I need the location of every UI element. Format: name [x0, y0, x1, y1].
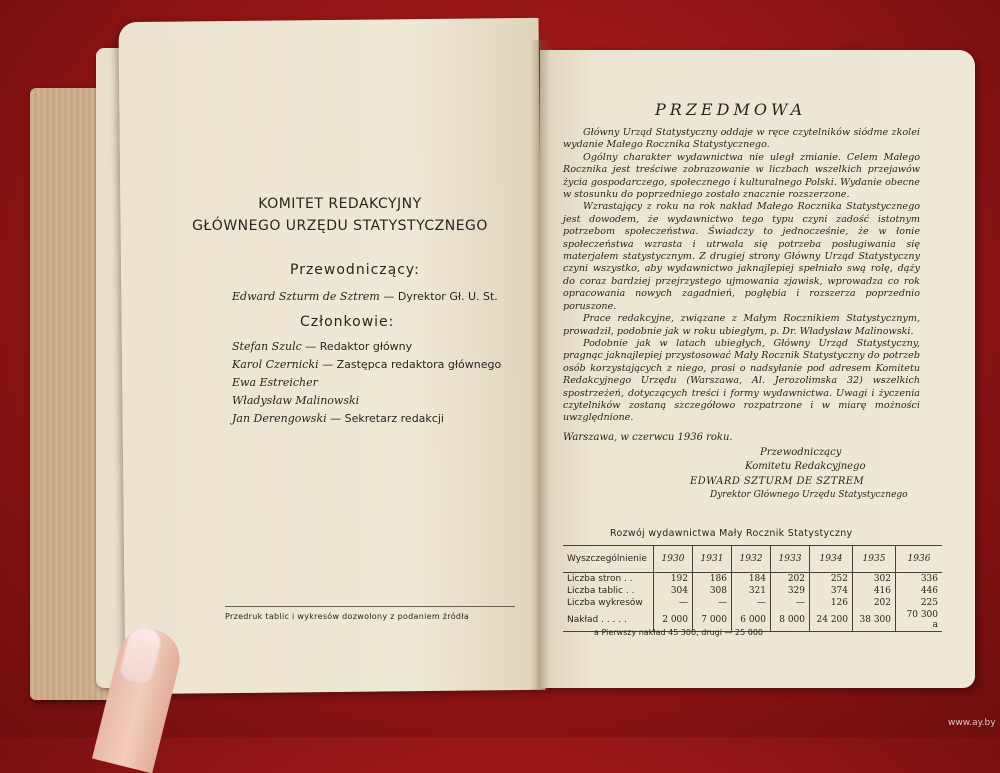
preface-paragraph: Prace redakcyjne, związane z Małym Rocznikiem Statystycznym, prowadził, podobnie jak w roku ubiegłym, p. Dr. Władysław Malinowski. — [563, 313, 920, 337]
row-label: Liczba wykresów — [567, 598, 643, 608]
year-header: 1933 — [771, 546, 810, 573]
table-cell: 202 — [853, 597, 896, 609]
members-heading: Członkowie: — [300, 314, 395, 330]
signature-role: Dyrektor Głównego Urzędu Statystycznego — [710, 490, 908, 500]
row-label: Nakład . . . . . — [563, 609, 654, 632]
preface-body — [563, 127, 920, 425]
table-cell: 2 000 — [654, 609, 693, 632]
member-name: Karol Czernicki — [232, 358, 319, 371]
date-line: Warszawa, w czerwcu 1936 roku. — [563, 432, 733, 443]
signature-line1: Przewodniczący — [760, 447, 842, 458]
table-row — [563, 573, 942, 586]
table-cell: 126 — [810, 597, 853, 609]
table-cell: — — [654, 597, 693, 609]
book-gutter — [530, 40, 550, 690]
table-cell: 24 200 — [810, 609, 853, 632]
table-cell: 329 — [771, 585, 810, 597]
table-title: Rozwój wydawnictwa Mały Rocznik Statystyczny — [610, 528, 853, 539]
table-cell: 186 — [693, 573, 732, 586]
member-role: — Zastępca redaktora głównego — [318, 358, 502, 371]
table-cell: 38 300 — [853, 609, 896, 632]
preface-title: PRZEDMOWA — [655, 100, 807, 119]
year-header: 1935 — [853, 546, 896, 573]
table-header-row — [563, 546, 942, 573]
table-cell: 446 — [896, 585, 943, 597]
left-page — [118, 18, 545, 694]
year-header: 1936 — [896, 546, 943, 573]
table-cell: 374 — [810, 585, 853, 597]
chair-role: — Dyrektor Gł. U. St. — [379, 290, 498, 303]
year-header: 1932 — [732, 546, 771, 573]
preface-paragraph: Główny Urząd Statystyczny oddaje w ręce czytelników siódme zkolei wydanie Małego Rocznika Statystycznego. — [563, 127, 920, 151]
preface-paragraph: Podobnie jak w latach ubiegłych, Główny Urząd Statystyczny, pragnąc jaknajlepiej przystosować Mały Rocznik Statystyczny do potrzeb osób korzystających z niego, prosi o nadsyłanie pod adresem Komitetu Redakcyjnego Urzędu (Warszawa, Al. Jerozolimska 32) wszelkich spostrzeżeń, dotyczących treści i formy wydawnictwa. Uwagi i życzenia czytelników zostaną szczegółowo rozpatrzone i w miarę możności uwzględnione. — [563, 337, 920, 424]
reprint-notice: Przedruk tablic i wykresów dozwolony z podaniem źródła — [225, 612, 470, 621]
member-role: — Sekretarz redakcji — [326, 412, 444, 425]
table-cell: — — [693, 597, 732, 609]
committee-title — [160, 193, 520, 237]
table-cell: 308 — [693, 585, 732, 597]
table-cell: 321 — [732, 585, 771, 597]
table-cell: 416 — [853, 585, 896, 597]
member-name: Ewa Estreicher — [232, 376, 318, 389]
row-label: Liczba tablic . . — [567, 586, 635, 596]
member-item — [232, 376, 318, 389]
preface-paragraph: Wzrastający z roku na rok nakład Małego Rocznika Statystycznego jest dowodem, że wydawnictwo tego typu czyni zadość istotnym potrzebom społeczeństwa. Świadczy to jednocześnie, że w łonie społeczeństwa wzrasta i utrwala się potrzeba posługiwania się materjałem statystycznym. Z drugiej strony Główny Urząd Statystyczny czyni wszystko, aby wydawnictwo jaknajlepiej spełniało swą rolę, dąży do coraz bardziej przejrzystego ujmowania zjawisk, wprowadza co rok opracowania nowych zagadnień, pogłębia i rozszerza poprzednio poruszone. — [563, 201, 920, 312]
row-label: Liczba stron . . — [567, 574, 633, 584]
table-row — [563, 585, 942, 597]
member-item — [232, 340, 412, 353]
table-cell: 192 — [654, 573, 693, 586]
table-cell: — — [732, 597, 771, 609]
year-header: 1931 — [693, 546, 732, 573]
committee-title-line1: KOMITET REDAKCYJNY — [258, 196, 422, 212]
chair-name: Edward Szturm de Sztrem — [232, 290, 380, 303]
member-item — [232, 412, 444, 425]
table-cell: 336 — [896, 573, 943, 586]
table-cell: 304 — [654, 585, 693, 597]
member-role: — Redaktor główny — [301, 340, 413, 353]
chair-line — [232, 290, 498, 303]
committee-title-line2: GŁÓWNEGO URZĘDU STATYSTYCZNEGO — [192, 218, 488, 234]
table-cell: 8 000 — [771, 609, 810, 632]
member-name: Jan Derengowski — [232, 412, 327, 425]
year-header: 1934 — [810, 546, 853, 573]
year-header: 1930 — [654, 546, 693, 573]
table-cell: 6 000 — [732, 609, 771, 632]
member-name: Władysław Malinowski — [232, 394, 360, 407]
table-cell: 202 — [771, 573, 810, 586]
member-item — [232, 394, 359, 407]
table-cell: 225 — [896, 597, 943, 609]
footer-rule — [225, 606, 515, 607]
signature-name: EDWARD SZTURM DE SZTREM — [690, 476, 865, 487]
stats-table — [563, 545, 942, 632]
table-cell: 302 — [853, 573, 896, 586]
table-cell: 184 — [732, 573, 771, 586]
chair-heading: Przewodniczący: — [290, 262, 420, 278]
member-item — [232, 358, 501, 371]
table-cell: — — [771, 597, 810, 609]
table-row — [563, 597, 942, 609]
table-cell: 70 300 a — [896, 609, 943, 632]
watermark: www.ay.by — [948, 718, 996, 728]
signature-line2: Komitetu Redakcyjnego — [745, 461, 866, 472]
table-cell: 7 000 — [693, 609, 732, 632]
table-cell: 252 — [810, 573, 853, 586]
preface-paragraph: Ogólny charakter wydawnictwa nie uległ zmianie. Celem Małego Rocznika jest treściwe zobrazowanie w liczbach wszelkich przejawów życia gospodarczego, społecznego i kulturalnego Polski. Wydanie obecne w stosunku do poprzedniego zostało znacznie rozszerzone. — [563, 151, 920, 201]
table-footnote: a Pierwszy nakład 45 300, drugi — 25 000 — [594, 628, 764, 637]
member-name: Stefan Szulc — [232, 340, 302, 353]
table-corner-header: Wyszczególnienie — [563, 546, 654, 573]
